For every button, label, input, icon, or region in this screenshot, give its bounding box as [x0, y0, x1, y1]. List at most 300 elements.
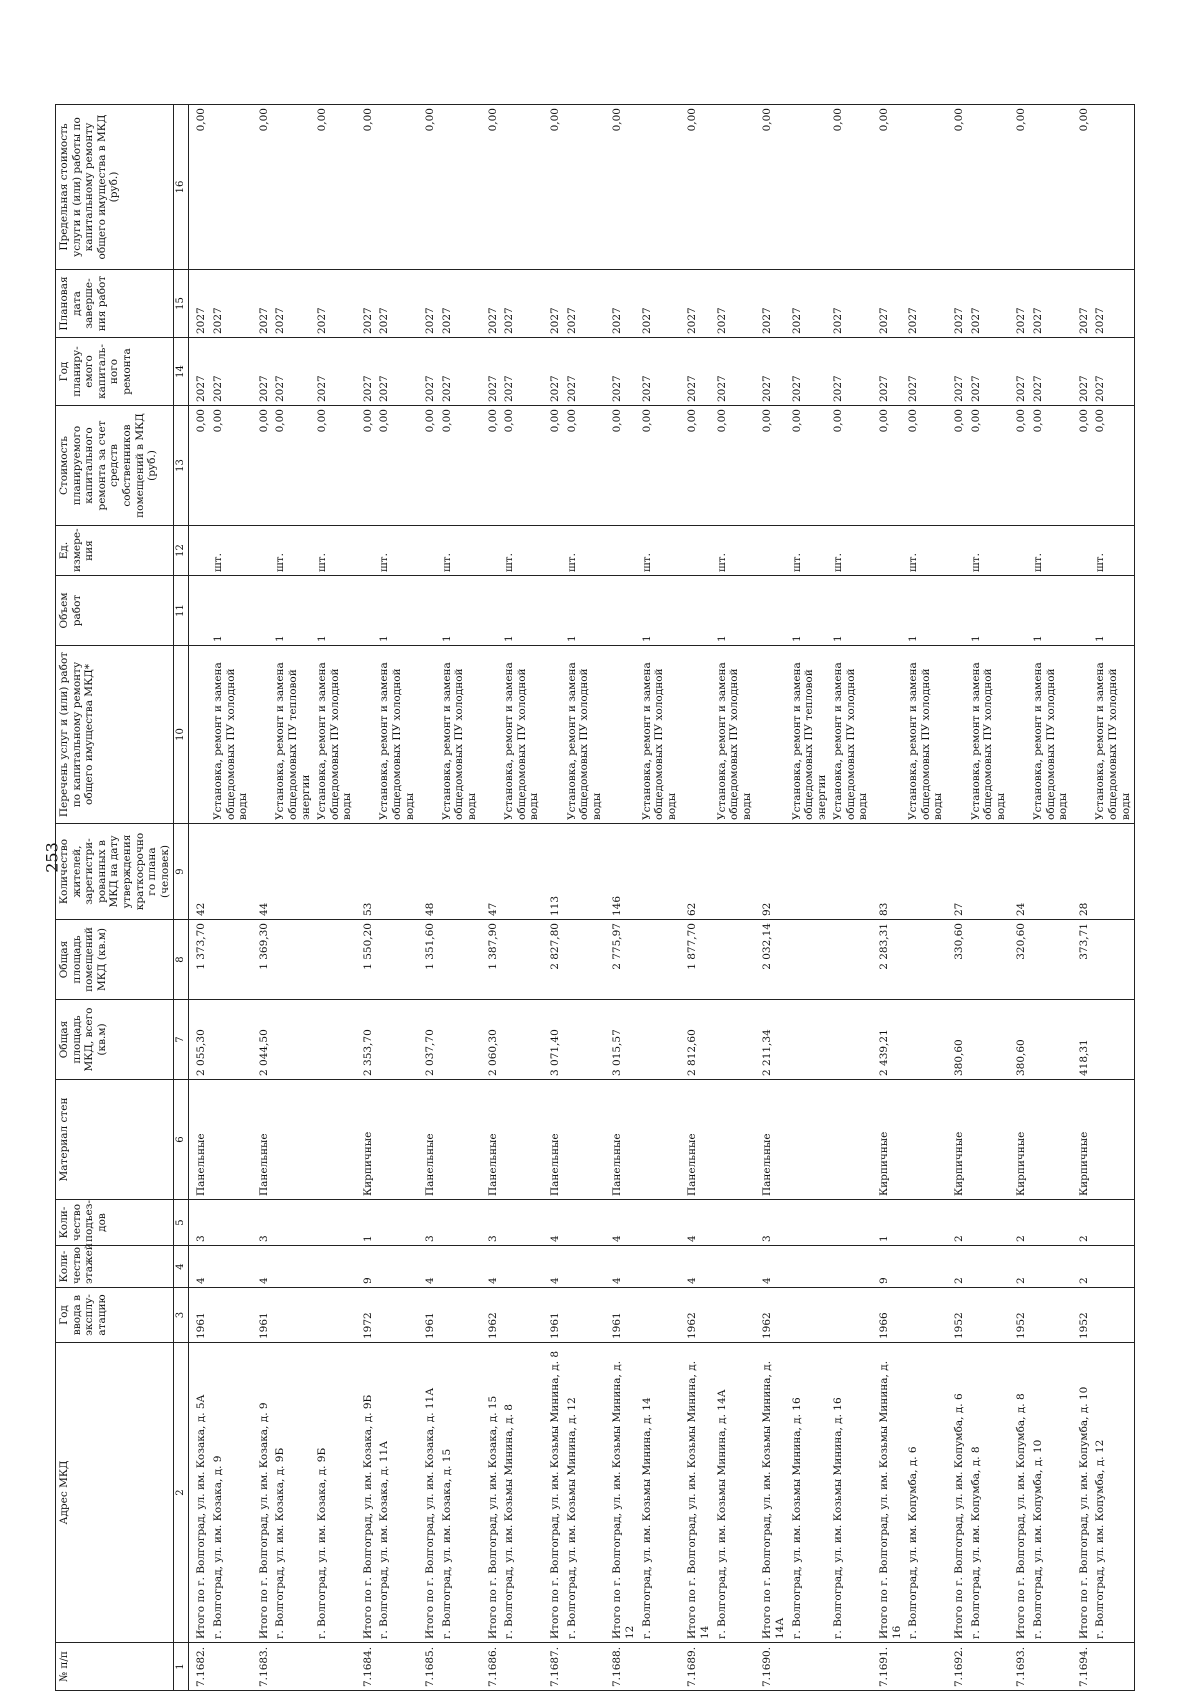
- address-cell: г. Волгоград, ул. им. Козака, д. 11А: [376, 1343, 418, 1643]
- area-total-cell: [1030, 1000, 1072, 1080]
- rotated-table-sheet: [55, 105, 1155, 1691]
- row-number: 7.1685.: [418, 1643, 439, 1691]
- plan-year-cell: 2027: [543, 338, 564, 406]
- plan-year-cell: 2027: [564, 338, 606, 406]
- work-cell: Установка, ремонт и замена общедомовых ПУ холодной воды: [1092, 646, 1134, 824]
- walls-cell: Панельные: [189, 1080, 210, 1200]
- item-row: [1030, 105, 1072, 1691]
- floors-cell: [789, 1246, 831, 1288]
- end-date-cell: 2027: [872, 270, 905, 338]
- volume-cell: 1: [376, 576, 418, 646]
- row-number: 7.1692.: [947, 1643, 968, 1691]
- plan-year-cell: 2027: [376, 338, 418, 406]
- walls-cell: Кирпичные: [356, 1080, 377, 1200]
- walls-cell: Панельные: [418, 1080, 439, 1200]
- entrances-cell: 1: [872, 1200, 905, 1246]
- work-cell: Установка, ремонт и замена общедомовых ПУ холодной воды: [314, 646, 356, 824]
- column-header: Объем работ: [56, 576, 174, 646]
- year-cell: [639, 1288, 681, 1343]
- entrances-cell: [1092, 1200, 1134, 1246]
- floors-cell: 4: [481, 1246, 502, 1288]
- unit-cell: [543, 526, 564, 576]
- area-total-cell: [1092, 1000, 1134, 1080]
- residents-cell: [439, 824, 481, 920]
- floors-cell: [714, 1246, 756, 1288]
- end-date-cell: 2027: [501, 270, 543, 338]
- total-row: [481, 105, 502, 1691]
- cost-cell: 0,00: [872, 406, 905, 526]
- row-number: [714, 1643, 756, 1691]
- column-number: 5: [174, 1200, 189, 1246]
- cost-cell: 0,00: [501, 406, 543, 526]
- area-total-cell: 3 015,57: [605, 1000, 638, 1080]
- walls-cell: [789, 1080, 831, 1200]
- walls-cell: [639, 1080, 681, 1200]
- area-total-cell: 380,60: [947, 1000, 968, 1080]
- end-date-cell: 2027: [905, 270, 947, 338]
- row-number: [968, 1643, 1010, 1691]
- year-cell: [968, 1288, 1010, 1343]
- area-rooms-cell: [830, 920, 872, 1000]
- address-cell: г. Волгоград, ул. им. Козака, д. 9Б: [272, 1343, 314, 1643]
- area-rooms-cell: [968, 920, 1010, 1000]
- residents-cell: [789, 824, 831, 920]
- end-date-cell: 2027: [1030, 270, 1072, 338]
- limit-cost-cell: 0,00: [481, 105, 502, 270]
- address-cell: г. Волгоград, ул. им. Козака, д. 9: [210, 1343, 252, 1643]
- end-date-cell: 2027: [356, 270, 377, 338]
- area-total-cell: [789, 1000, 831, 1080]
- walls-cell: Панельные: [605, 1080, 638, 1200]
- area-total-cell: 2 211,34: [755, 1000, 788, 1080]
- limit-cost-cell: 0,00: [755, 105, 788, 270]
- total-row: [755, 105, 788, 1691]
- area-rooms-cell: [789, 920, 831, 1000]
- plan-year-cell: 2027: [1030, 338, 1072, 406]
- column-number: 13: [174, 406, 189, 526]
- cost-cell: 0,00: [376, 406, 418, 526]
- limit-cost-cell: 0,00: [680, 105, 713, 270]
- area-total-cell: 380,60: [1009, 1000, 1030, 1080]
- floors-cell: 4: [543, 1246, 564, 1288]
- limit-cost-cell: 0,00: [356, 105, 377, 270]
- column-header: Перечень услуг и (или) работ по капитальному ремонту общего имущества МКД*: [56, 646, 174, 824]
- area-total-cell: 2 044,50: [252, 1000, 273, 1080]
- floors-cell: [1092, 1246, 1134, 1288]
- area-rooms-cell: 2 775,97: [605, 920, 638, 1000]
- area-total-cell: [714, 1000, 756, 1080]
- end-date-cell: 2027: [714, 270, 756, 338]
- row-number: [272, 1643, 314, 1691]
- entrances-cell: [789, 1200, 831, 1246]
- work-cell: Установка, ремонт и замена общедомовых ПУ холодной воды: [439, 646, 481, 824]
- plan-year-cell: 2027: [639, 338, 681, 406]
- plan-year-cell: 2027: [714, 338, 756, 406]
- item-row: [905, 105, 947, 1691]
- cost-cell: 0,00: [1072, 406, 1093, 526]
- floors-cell: 4: [605, 1246, 638, 1288]
- address-cell: Итого по г. Волгоград, ул. им. Козьмы Минина, д. 14: [680, 1343, 713, 1643]
- column-number: 16: [174, 105, 189, 270]
- residents-cell: 48: [418, 824, 439, 920]
- unit-cell: шт.: [714, 526, 756, 576]
- area-rooms-cell: [210, 920, 252, 1000]
- walls-cell: Кирпичные: [1072, 1080, 1093, 1200]
- floors-cell: 4: [418, 1246, 439, 1288]
- cost-cell: 0,00: [314, 406, 356, 526]
- volume-cell: [947, 576, 968, 646]
- area-total-cell: 2 812,60: [680, 1000, 713, 1080]
- cost-cell: 0,00: [210, 406, 252, 526]
- end-date-cell: 2027: [968, 270, 1010, 338]
- address-cell: г. Волгоград, ул. им. Козьмы Минина, д. 12: [564, 1343, 606, 1643]
- plan-year-cell: 2027: [905, 338, 947, 406]
- work-cell: Установка, ремонт и замена общедомовых ПУ холодной воды: [210, 646, 252, 824]
- floors-cell: 4: [755, 1246, 788, 1288]
- area-rooms-cell: 1 387,90: [481, 920, 502, 1000]
- area-rooms-cell: 320,60: [1009, 920, 1030, 1000]
- limit-cost-cell: 0,00: [543, 105, 564, 270]
- work-cell: [543, 646, 564, 824]
- volume-cell: 1: [905, 576, 947, 646]
- residents-cell: 27: [947, 824, 968, 920]
- entrances-cell: [501, 1200, 543, 1246]
- walls-cell: [314, 1080, 356, 1200]
- limit-cost-cell: [272, 105, 314, 270]
- end-date-cell: 2027: [210, 270, 252, 338]
- end-date-cell: 2027: [418, 270, 439, 338]
- walls-cell: [272, 1080, 314, 1200]
- year-cell: [1030, 1288, 1072, 1343]
- area-total-cell: [439, 1000, 481, 1080]
- address-cell: г. Волгоград, ул. им. Копумба, д. 6: [905, 1343, 947, 1643]
- work-cell: Установка, ремонт и замена общедомовых ПУ холодной воды: [968, 646, 1010, 824]
- plan-year-cell: 2027: [481, 338, 502, 406]
- volume-cell: [189, 576, 210, 646]
- column-header: Предельная стоимость услуги и (или) работы по капитальному ремонту общего имущества в МКД (руб.): [56, 105, 174, 270]
- column-number: 9: [174, 824, 189, 920]
- unit-cell: [755, 526, 788, 576]
- unit-cell: шт.: [376, 526, 418, 576]
- unit-cell: шт.: [905, 526, 947, 576]
- work-cell: Установка, ремонт и замена общедомовых ПУ холодной воды: [905, 646, 947, 824]
- floors-cell: [639, 1246, 681, 1288]
- cost-cell: 0,00: [564, 406, 606, 526]
- volume-cell: [755, 576, 788, 646]
- unit-cell: [189, 526, 210, 576]
- end-date-cell: 2027: [830, 270, 872, 338]
- volume-cell: 1: [714, 576, 756, 646]
- cost-cell: 0,00: [1009, 406, 1030, 526]
- volume-cell: [1009, 576, 1030, 646]
- capital-repair-table: [55, 104, 1135, 1691]
- walls-cell: Панельные: [543, 1080, 564, 1200]
- row-number: [830, 1643, 872, 1691]
- column-header: № п/п: [56, 1643, 174, 1691]
- cost-cell: 0,00: [905, 406, 947, 526]
- area-rooms-cell: 2 032,14: [755, 920, 788, 1000]
- item-row: [376, 105, 418, 1691]
- area-rooms-cell: [639, 920, 681, 1000]
- header-row: [56, 105, 174, 1691]
- unit-cell: [605, 526, 638, 576]
- walls-cell: [830, 1080, 872, 1200]
- column-number: 10: [174, 646, 189, 824]
- column-header: Адрес МКД: [56, 1343, 174, 1643]
- walls-cell: Панельные: [680, 1080, 713, 1200]
- column-number: 3: [174, 1288, 189, 1343]
- year-cell: 1961: [418, 1288, 439, 1343]
- limit-cost-cell: 0,00: [314, 105, 356, 270]
- area-rooms-cell: [314, 920, 356, 1000]
- cost-cell: 0,00: [680, 406, 713, 526]
- volume-cell: 1: [968, 576, 1010, 646]
- column-number: 14: [174, 338, 189, 406]
- limit-cost-cell: [564, 105, 606, 270]
- work-cell: Установка, ремонт и замена общедомовых ПУ холодной воды: [376, 646, 418, 824]
- plan-year-cell: 2027: [189, 338, 210, 406]
- floors-cell: [564, 1246, 606, 1288]
- residents-cell: [968, 824, 1010, 920]
- row-number: 7.1683.: [252, 1643, 273, 1691]
- entrances-cell: [639, 1200, 681, 1246]
- floors-cell: 4: [680, 1246, 713, 1288]
- area-rooms-cell: 1 369,30: [252, 920, 273, 1000]
- address-cell: Итого по г. Волгоград, ул. им. Козьмы Минина, д. 14А: [755, 1343, 788, 1643]
- limit-cost-cell: 0,00: [418, 105, 439, 270]
- unit-cell: шт.: [639, 526, 681, 576]
- address-cell: г. Волгоград, ул. им. Козьмы Минина, д. 14А: [714, 1343, 756, 1643]
- work-cell: [1009, 646, 1030, 824]
- floors-cell: [501, 1246, 543, 1288]
- volume-cell: [356, 576, 377, 646]
- item-row: [564, 105, 606, 1691]
- year-cell: [314, 1288, 356, 1343]
- address-cell: г. Волгоград, ул. им. Козака, д. 9Б: [314, 1343, 356, 1643]
- floors-cell: [1030, 1246, 1072, 1288]
- work-cell: [189, 646, 210, 824]
- end-date-cell: 2027: [639, 270, 681, 338]
- row-number: 7.1686.: [481, 1643, 502, 1691]
- plan-year-cell: 2027: [872, 338, 905, 406]
- area-total-cell: 418,31: [1072, 1000, 1093, 1080]
- unit-cell: [252, 526, 273, 576]
- year-cell: 1961: [189, 1288, 210, 1343]
- column-header: Год ввода в эксплу-атацию: [56, 1288, 174, 1343]
- cost-cell: 0,00: [272, 406, 314, 526]
- plan-year-cell: 2027: [947, 338, 968, 406]
- entrances-cell: [714, 1200, 756, 1246]
- unit-cell: шт.: [1092, 526, 1134, 576]
- residents-cell: 53: [356, 824, 377, 920]
- residents-cell: [564, 824, 606, 920]
- area-total-cell: [272, 1000, 314, 1080]
- cost-cell: 0,00: [947, 406, 968, 526]
- year-cell: [564, 1288, 606, 1343]
- row-number: 7.1684.: [356, 1643, 377, 1691]
- area-rooms-cell: 1 351,60: [418, 920, 439, 1000]
- total-row: [543, 105, 564, 1691]
- volume-cell: [418, 576, 439, 646]
- column-header: Плановая дата заверше-ния работ: [56, 270, 174, 338]
- entrances-cell: [830, 1200, 872, 1246]
- cost-cell: 0,00: [968, 406, 1010, 526]
- residents-cell: 146: [605, 824, 638, 920]
- work-cell: [418, 646, 439, 824]
- unit-cell: [1072, 526, 1093, 576]
- end-date-cell: 2027: [439, 270, 481, 338]
- total-row: [1072, 105, 1093, 1691]
- end-date-cell: 2027: [481, 270, 502, 338]
- column-number: 2: [174, 1343, 189, 1643]
- address-cell: Итого по г. Волгоград, ул. им. Козака, д. 15: [481, 1343, 502, 1643]
- plan-year-cell: 2027: [418, 338, 439, 406]
- end-date-cell: 2027: [947, 270, 968, 338]
- plan-year-cell: 2027: [1072, 338, 1093, 406]
- row-number: 7.1688.: [605, 1643, 638, 1691]
- plan-year-cell: 2027: [314, 338, 356, 406]
- limit-cost-cell: 0,00: [1009, 105, 1030, 270]
- end-date-cell: 2027: [376, 270, 418, 338]
- column-number: 7: [174, 1000, 189, 1080]
- plan-year-cell: 2027: [968, 338, 1010, 406]
- residents-cell: 28: [1072, 824, 1093, 920]
- volume-cell: [1072, 576, 1093, 646]
- floors-cell: [272, 1246, 314, 1288]
- unit-cell: шт.: [789, 526, 831, 576]
- year-cell: [439, 1288, 481, 1343]
- entrances-cell: [564, 1200, 606, 1246]
- limit-cost-cell: [905, 105, 947, 270]
- floors-cell: [210, 1246, 252, 1288]
- total-row: [252, 105, 273, 1691]
- year-cell: 1961: [543, 1288, 564, 1343]
- year-cell: 1962: [680, 1288, 713, 1343]
- row-number: 7.1694.: [1072, 1643, 1093, 1691]
- volume-cell: [680, 576, 713, 646]
- column-number: 15: [174, 270, 189, 338]
- limit-cost-cell: [639, 105, 681, 270]
- work-cell: [356, 646, 377, 824]
- entrances-cell: [905, 1200, 947, 1246]
- cost-cell: 0,00: [252, 406, 273, 526]
- cost-cell: 0,00: [543, 406, 564, 526]
- volume-cell: 1: [210, 576, 252, 646]
- address-cell: г. Волгоград, ул. им. Копумба, д. 8: [968, 1343, 1010, 1643]
- table-body: [189, 105, 1135, 1691]
- cost-cell: 0,00: [789, 406, 831, 526]
- plan-year-cell: 2027: [755, 338, 788, 406]
- volume-cell: 1: [789, 576, 831, 646]
- floors-cell: [905, 1246, 947, 1288]
- residents-cell: 47: [481, 824, 502, 920]
- address-cell: г. Волгоград, ул. им. Козьмы Минина, д. 8: [501, 1343, 543, 1643]
- end-date-cell: 2027: [1072, 270, 1093, 338]
- entrances-cell: 3: [418, 1200, 439, 1246]
- total-row: [872, 105, 905, 1691]
- limit-cost-cell: 0,00: [830, 105, 872, 270]
- address-cell: Итого по г. Волгоград, ул. им. Копумба, д. 6: [947, 1343, 968, 1643]
- address-cell: г. Волгоград, ул. им. Козака, д. 15: [439, 1343, 481, 1643]
- column-number: 8: [174, 920, 189, 1000]
- floors-cell: 4: [189, 1246, 210, 1288]
- walls-cell: [714, 1080, 756, 1200]
- plan-year-cell: 2027: [501, 338, 543, 406]
- entrances-cell: [376, 1200, 418, 1246]
- walls-cell: [905, 1080, 947, 1200]
- limit-cost-cell: [714, 105, 756, 270]
- address-cell: Итого по г. Волгоград, ул. им. Козака, д. 9Б: [356, 1343, 377, 1643]
- limit-cost-cell: 0,00: [605, 105, 638, 270]
- walls-cell: [1092, 1080, 1134, 1200]
- row-number: [501, 1643, 543, 1691]
- year-cell: 1952: [947, 1288, 968, 1343]
- unit-cell: [872, 526, 905, 576]
- residents-cell: 24: [1009, 824, 1030, 920]
- cost-cell: 0,00: [356, 406, 377, 526]
- unit-cell: [481, 526, 502, 576]
- address-cell: Итого по г. Волгоград, ул. им. Козака, д. 9: [252, 1343, 273, 1643]
- row-number: [789, 1643, 831, 1691]
- entrances-cell: 2: [1009, 1200, 1030, 1246]
- cost-cell: 0,00: [605, 406, 638, 526]
- entrances-cell: 4: [543, 1200, 564, 1246]
- area-rooms-cell: 373,71: [1072, 920, 1093, 1000]
- row-number: [314, 1643, 356, 1691]
- residents-cell: [210, 824, 252, 920]
- walls-cell: [210, 1080, 252, 1200]
- address-cell: Итого по г. Волгоград, ул. им. Козьмы Минина, д. 16: [872, 1343, 905, 1643]
- area-total-cell: [314, 1000, 356, 1080]
- item-row: [439, 105, 481, 1691]
- entrances-cell: 2: [1072, 1200, 1093, 1246]
- column-number: 12: [174, 526, 189, 576]
- unit-cell: [680, 526, 713, 576]
- volume-cell: 1: [830, 576, 872, 646]
- year-cell: 1962: [481, 1288, 502, 1343]
- volume-cell: [481, 576, 502, 646]
- limit-cost-cell: 0,00: [947, 105, 968, 270]
- work-cell: Установка, ремонт и замена общедомовых ПУ тепловой энергии: [789, 646, 831, 824]
- row-number: 7.1693.: [1009, 1643, 1030, 1691]
- address-cell: г. Волгоград, ул. им. Козьмы Минина, д. 16: [789, 1343, 831, 1643]
- work-cell: [605, 646, 638, 824]
- volume-cell: 1: [1030, 576, 1072, 646]
- walls-cell: [564, 1080, 606, 1200]
- row-number: [210, 1643, 252, 1691]
- limit-cost-cell: [968, 105, 1010, 270]
- volume-cell: 1: [272, 576, 314, 646]
- row-number: [639, 1643, 681, 1691]
- end-date-cell: 2027: [314, 270, 356, 338]
- year-cell: [501, 1288, 543, 1343]
- residents-cell: [376, 824, 418, 920]
- area-total-cell: 2 353,70: [356, 1000, 377, 1080]
- address-cell: г. Волгоград, ул. им. Козьмы Минина, д. 16: [830, 1343, 872, 1643]
- area-rooms-cell: 1 373,70: [189, 920, 210, 1000]
- residents-cell: 42: [189, 824, 210, 920]
- floors-cell: 2: [1072, 1246, 1093, 1288]
- floors-cell: 2: [947, 1246, 968, 1288]
- cost-cell: 0,00: [755, 406, 788, 526]
- work-cell: [947, 646, 968, 824]
- column-number: 11: [174, 576, 189, 646]
- column-header: Материал стен: [56, 1080, 174, 1200]
- cost-cell: 0,00: [439, 406, 481, 526]
- entrances-cell: 3: [755, 1200, 788, 1246]
- area-rooms-cell: 1 877,70: [680, 920, 713, 1000]
- unit-cell: [418, 526, 439, 576]
